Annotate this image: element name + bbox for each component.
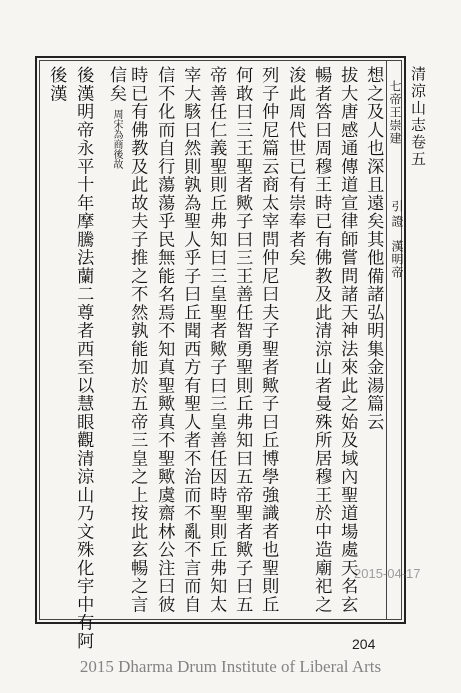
emperor-heading: 漢明帝 bbox=[390, 240, 404, 279]
text-column-8: 宰大駭曰然則孰為聖人乎子曰丘聞西方有聖人者不治而不亂不言而自 bbox=[180, 66, 201, 614]
text-column-11 bbox=[101, 66, 124, 169]
date-stamp: 2015-04-17 bbox=[354, 566, 421, 581]
text-column-13: 後漢 bbox=[46, 66, 67, 103]
text-column-2: 拔大唐感通傳道宣律師嘗問諸天神法來此之始及域內聖道場處天名玄 bbox=[337, 66, 358, 614]
column-11-text: 信矣 bbox=[106, 66, 126, 103]
text-column-4: 浚此周代世已有崇奉者矣 bbox=[285, 66, 306, 267]
watermark-footer: 2015 Dharma Drum Institute of Liberal Arts bbox=[79, 657, 382, 676]
section-heading: 七帝王崇建 bbox=[388, 80, 402, 145]
text-column-6: 何敢曰三王聖者歟子曰三王善任智勇聖則丘弗知曰五帝聖者歟子曰五 bbox=[232, 66, 253, 614]
text-column-10: 時已有佛教及此故夫子推之不然孰能加於五帝三皇之上按此玄暢之言 bbox=[127, 66, 148, 614]
note-line-1: 周宋 bbox=[111, 109, 122, 130]
text-column-3: 暢者答曰周穆王時已有佛教及此清涼山者曼殊所居穆王於中造廟祀之 bbox=[311, 66, 332, 614]
subsection-heading: 引證 bbox=[390, 200, 404, 230]
text-column-1: 想之及人也深且遠矣其他備諸弘明集金湯篇云 bbox=[363, 66, 384, 431]
text-column-9: 信不化而自行蕩蕩乎民無能名焉不知真聖歟真不聖歟虞齋林公注曰彼 bbox=[154, 66, 175, 614]
text-column-5: 列子仲尼篇云商太宰問仲尼曰夫子聖者歟子曰丘博學強識者也聖則丘 bbox=[258, 66, 279, 614]
interlinear-note bbox=[101, 109, 121, 169]
volume-title: 清涼山志卷五 bbox=[409, 66, 427, 168]
text-column-7: 帝善任仁義聖則丘弗知曰三皇聖者歟子曰三皇善任因時聖則丘弗知太 bbox=[206, 66, 227, 614]
note-line-3: 後故 bbox=[111, 149, 122, 170]
page-number: 204 bbox=[352, 636, 376, 652]
note-line-2: 為商 bbox=[111, 129, 122, 150]
text-column-12: 後漢明帝永平十年摩騰法蘭二尊者西至以慧眼觀清涼山乃文殊化宇中有阿 bbox=[73, 66, 94, 650]
